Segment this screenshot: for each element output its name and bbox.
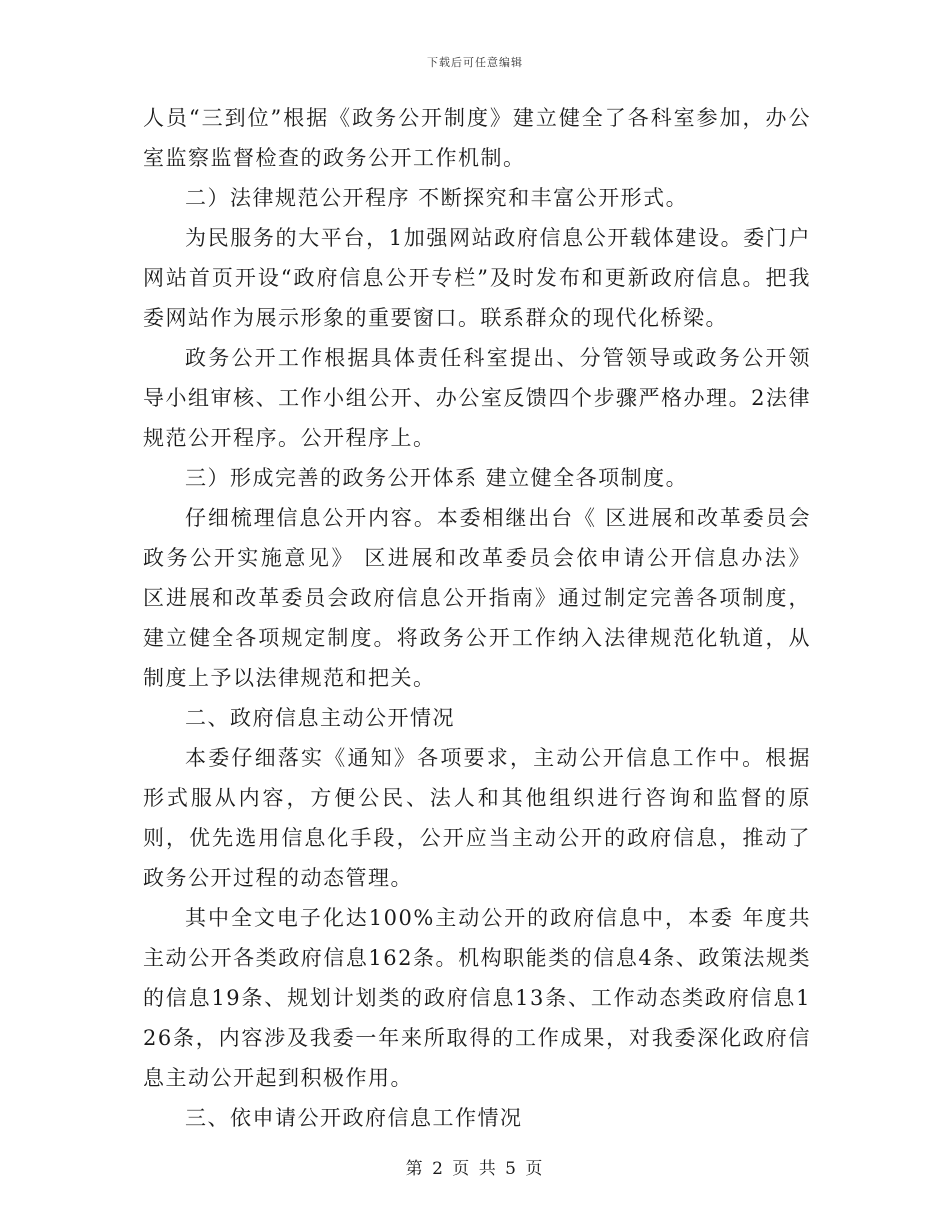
paragraph-2: 二）法律规范公开程序 不断探究和丰富公开形式。 [185, 186, 689, 210]
document-body [143, 98, 811, 1138]
paragraph-5: 三）形成完善的政务公开体系 建立健全各项制度。 [185, 466, 689, 490]
section-heading-request-disclosure: 三、依申请公开政府信息工作情况 [185, 1106, 523, 1130]
paragraph-9: 其中全文电子化达100%主动公开的政府信息中，本委 年度共主动公开各类政府信息162条。机构职能类的信息4条、政策法规类的信息19条、规划计划类的政府信息13条、工作动态类政府信息126条，内容涉及我委一年来所取得的工作成果，对我委深化政府信息主动公开起到积极作用。 [143, 906, 811, 1090]
page-header-note: 下载后可任意编辑 [427, 56, 523, 69]
paragraph-6: 仔细梳理信息公开内容。本委相继出台《 区进展和改革委员会政务公开实施意见》 区进展和改革委员会依申请公开信息办法》 区进展和改革委员会政府信息公开指南》通过制定完善各项制度，建立健全各项规定制度。将政务公开工作纳入法律规范化轨道，从制度上予以法律规范和把关。 [143, 506, 811, 690]
section-heading-active-disclosure: 二、政府信息主动公开情况 [185, 706, 455, 730]
paragraph-3: 为民服务的大平台，1加强网站政府信息公开载体建设。委门户网站首页开设“政府信息公开专栏”及时发布和更新政府信息。把我委网站作为展示形象的重要窗口。联系群众的现代化桥梁。 [143, 226, 811, 330]
paragraph-8: 本委仔细落实《通知》各项要求，主动公开信息工作中。根据形式服从内容，方便公民、法人和其他组织进行咨询和监督的原则，优先选用信息化手段，公开应当主动公开的政府信息，推动了政务公开过程的动态管理。 [143, 746, 811, 890]
paragraph-4: 政务公开工作根据具体责任科室提出、分管领导或政务公开领导小组审核、工作小组公开、办公室反馈四个步骤严格办理。2法律规范公开程序。公开程序上。 [143, 346, 811, 450]
paragraph-1: 人员“三到位”根据《政务公开制度》建立健全了各科室参加，办公室监察监督检查的政务公开工作机制。 [143, 106, 811, 170]
page-number-footer: 第 2 页 共 5 页 [405, 1159, 545, 1179]
